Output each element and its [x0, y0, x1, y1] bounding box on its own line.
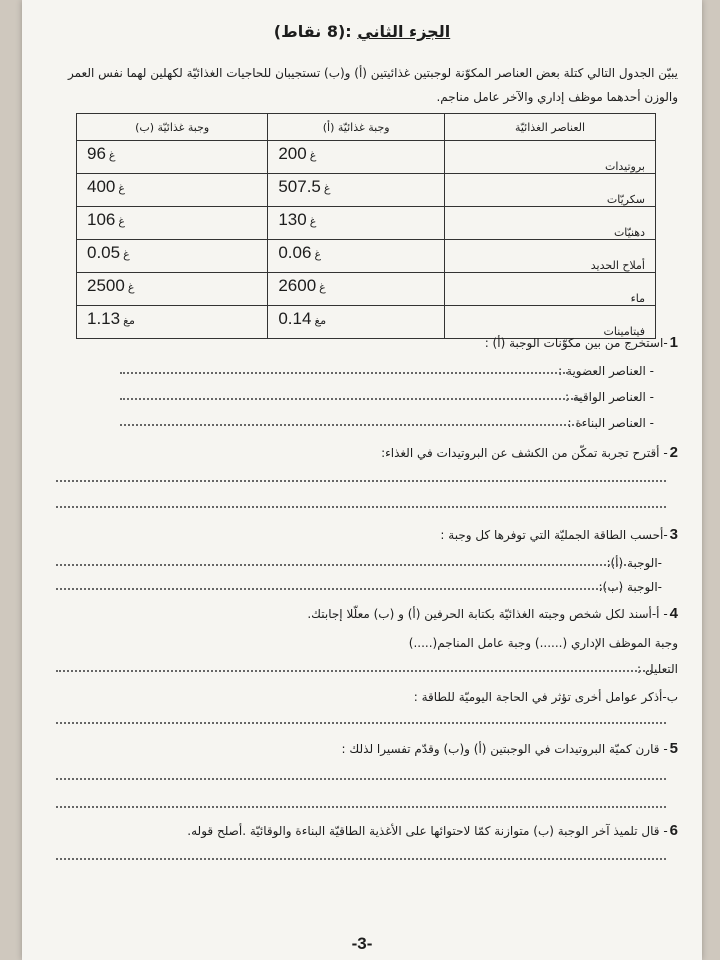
q1-item-building: - العناصر البناءة : — [567, 416, 654, 430]
value-number: 200 — [278, 144, 307, 163]
cell-element-name: سكريّات — [445, 174, 656, 207]
value-unit: غ — [309, 149, 317, 162]
value-unit: غ — [118, 182, 125, 195]
cell-meal-a-value — [268, 207, 445, 240]
table-header-row — [77, 114, 656, 141]
question-4-text: - أ-أسند لكل شخص وجبته الغذائيّة بكتابة الحرفين (أ) و (ب) معلّلا إجابتك. — [307, 607, 668, 621]
page-number: -3- — [351, 934, 373, 953]
cell-meal-b-value — [77, 273, 268, 306]
header-elements: العناصر الغذائيّة — [445, 114, 656, 141]
cell-meal-b-value — [77, 141, 268, 174]
question-6-text: - قال تلميذ آخر الوجبة (ب) متوازنة كمّا لاحتوائها على الأغذية الطاقيّة البناءة والوقائيّة .أصلح قوله. — [187, 824, 668, 838]
value-unit: غ — [319, 281, 326, 294]
answer-line[interactable] — [56, 806, 666, 808]
table-row — [77, 273, 656, 306]
cell-element-name: أملاح الحديد — [445, 240, 656, 273]
answer-line[interactable] — [120, 372, 568, 374]
answer-line[interactable] — [56, 588, 622, 590]
value-number: 2500 — [87, 276, 125, 295]
value-number: 507.5 — [278, 177, 321, 196]
answer-line[interactable] — [56, 506, 666, 508]
value-number: 96 — [87, 144, 106, 163]
cell-meal-b-value — [77, 174, 268, 207]
question-5-text: - قارن كميّة البروتيدات في الوجبتين (أ) و(ب) وقدّم تفسيرا لذلك : — [341, 742, 668, 756]
question-2-text: - أقترح تجربة تمكّن من الكشف عن البروتيدات في الغذاء: — [381, 446, 668, 460]
question-1-text: -استخرج من بين مكوّنات الوجبة (أ) : — [484, 336, 668, 350]
cell-meal-b-value — [77, 240, 268, 273]
value-number: 1.13 — [87, 309, 121, 328]
value-unit: غ — [314, 248, 322, 261]
value-unit: غ — [323, 182, 331, 195]
value-number: 106 — [87, 210, 116, 229]
question-1 — [38, 334, 678, 352]
answer-line[interactable] — [56, 722, 666, 724]
value-number: 400 — [87, 177, 116, 196]
question-5 — [38, 740, 678, 758]
cell-element-name: فيتامينات — [445, 306, 656, 339]
q1-item-protective: - العناصر الواقية : — [565, 390, 654, 404]
section-title — [22, 22, 702, 41]
section-points: :(8 نقاط) — [273, 22, 352, 41]
cell-element-name: دهنيّات — [445, 207, 656, 240]
answer-line[interactable] — [56, 670, 652, 672]
question-3 — [38, 526, 678, 544]
value-number: 130 — [278, 210, 307, 229]
question-4-number: 4 — [669, 605, 678, 622]
question-1-number: 1 — [669, 334, 678, 351]
answer-line[interactable] — [56, 564, 626, 566]
question-5-number: 5 — [669, 740, 678, 757]
answer-line[interactable] — [120, 424, 582, 426]
value-unit: غ — [108, 149, 116, 162]
answer-line[interactable] — [56, 778, 666, 780]
value-unit: غ — [123, 248, 130, 261]
q3-item-meal-a: -الوجبة (أ): — [606, 556, 662, 570]
table-row — [77, 141, 656, 174]
answer-line[interactable] — [56, 480, 666, 482]
nutrition-table — [76, 113, 656, 339]
value-number: 0.06 — [278, 243, 312, 262]
q1-item-organic: - العناصر العضوية : — [558, 364, 654, 378]
value-unit: غ — [309, 215, 317, 228]
q4-justification-label: التعليل : — [637, 662, 678, 676]
intro-line-2: والوزن أحدهما موظف إداري والآخر عامل مناجم. — [436, 90, 678, 104]
table-row — [77, 174, 656, 207]
table-row — [77, 207, 656, 240]
value-unit: مغ — [123, 314, 135, 327]
value-number: 2600 — [278, 276, 317, 295]
value-unit: غ — [127, 281, 135, 294]
question-3-text: -أحسب الطاقة الجمليّة التي توفرها كل وجبة : — [440, 528, 668, 542]
question-3-number: 3 — [669, 526, 678, 543]
question-6-number: 6 — [669, 822, 678, 839]
cell-meal-a-value — [268, 141, 445, 174]
q4-meal-assignment: وجبة الموظف الإداري (......) وجبة عامل المناجم(.....) — [408, 636, 678, 650]
cell-meal-a-value — [268, 174, 445, 207]
cell-element-name: ماء — [445, 273, 656, 306]
question-4 — [38, 605, 678, 623]
cell-element-name: بروتيدات — [445, 141, 656, 174]
value-number: 0.14 — [278, 309, 312, 328]
table-row — [77, 240, 656, 273]
answer-line[interactable] — [120, 398, 580, 400]
q3-item-meal-b: -الوجبة (ب): — [598, 580, 662, 594]
exam-sheet — [22, 0, 702, 960]
value-number: 0.05 — [87, 243, 121, 262]
question-2-number: 2 — [669, 444, 678, 461]
cell-meal-a-value — [268, 273, 445, 306]
question-6 — [38, 822, 678, 840]
section-part-label: الجزء الثاني — [357, 22, 451, 41]
cell-meal-b-value — [77, 207, 268, 240]
value-unit: مغ — [314, 314, 327, 327]
cell-meal-a-value — [268, 240, 445, 273]
intro-line-1: يبيّن الجدول التالي كتلة بعض العناصر المكوّنة لوجبتين غذائيتين (أ) و(ب) تستجيبان للحاجيات الغذائيّة لكهلين لهما نفس العمر — [68, 66, 678, 80]
header-meal-a: وجبة غذائيّة (أ) — [268, 114, 445, 141]
q4-part-b: ب-أذكر عوامل أخرى تؤثر في الحاجة اليوميّة للطاقة : — [413, 690, 678, 704]
header-meal-b: وجبة غذائيّة (ب) — [77, 114, 268, 141]
answer-line[interactable] — [56, 858, 666, 860]
value-unit: غ — [118, 215, 125, 228]
question-2 — [38, 444, 678, 462]
